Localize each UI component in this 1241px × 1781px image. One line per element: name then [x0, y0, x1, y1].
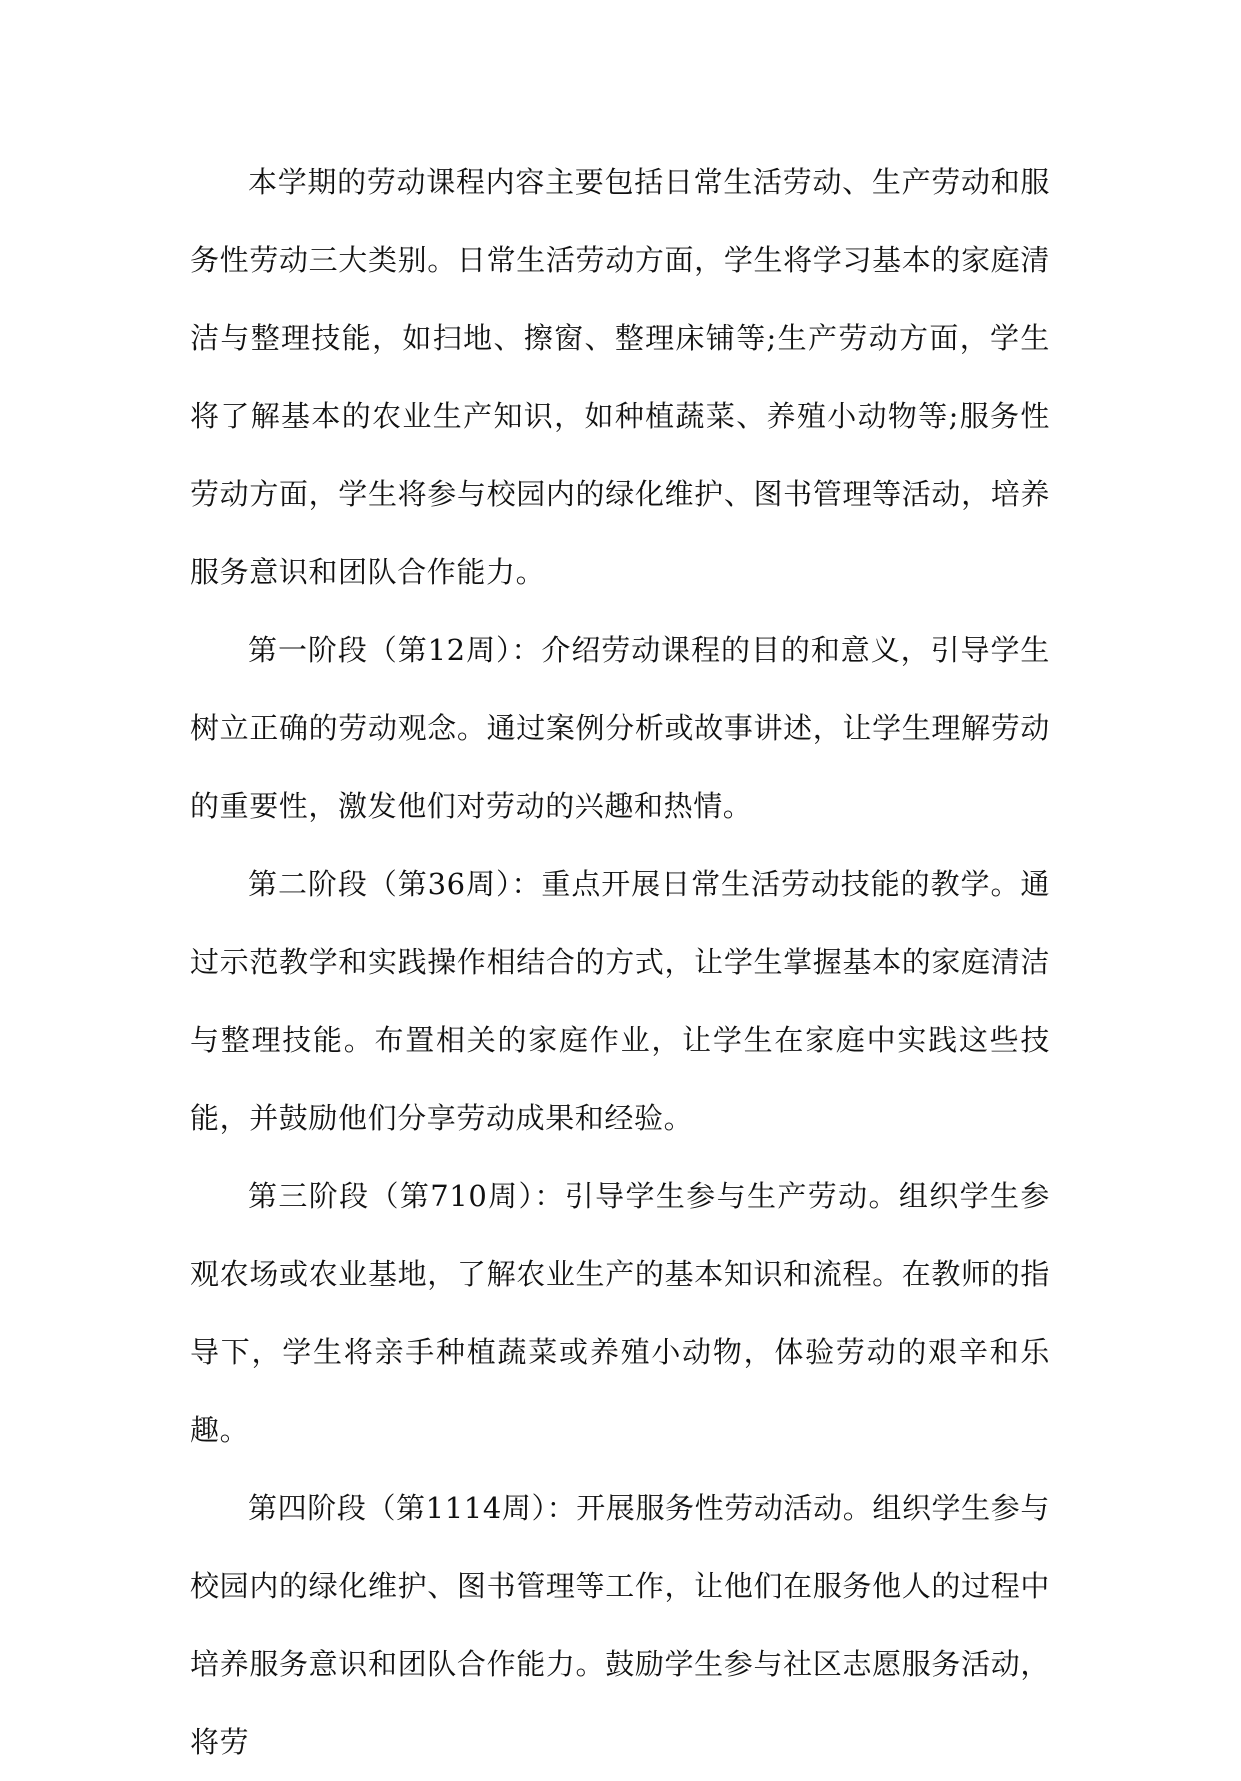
paragraph-stage-two: 第二阶段（第36周）：重点开展日常生活劳动技能的教学。通过示范教学和实践操作相结合的方式，让学生掌握基本的家庭清洁与整理技能。布置相关的家庭作业，让学生在家庭中实践这些技能，并鼓励他们分享劳动成果和经验。 [190, 867, 1050, 1135]
paragraph-stage-one: 第一阶段（第12周）：介绍劳动课程的目的和意义，引导学生树立正确的劳动观念。通过案例分析或故事讲述，让学生理解劳动的重要性，激发他们对劳动的兴趣和热情。 [190, 633, 1050, 823]
paragraph-stage-four: 第四阶段（第1114周）：开展服务性劳动活动。组织学生参与校园内的绿化维护、图书管理等工作，让他们在服务他人的过程中培养服务意识和团队合作能力。鼓励学生参与社区志愿服务活动，将劳 [190, 1491, 1050, 1759]
paragraph-course-content: 本学期的劳动课程内容主要包括日常生活劳动、生产劳动和服务性劳动三大类别。日常生活劳动方面，学生将学习基本的家庭清洁与整理技能，如扫地、擦窗、整理床铺等;生产劳动方面，学生将了解基本的农业生产知识，如种植蔬菜、养殖小动物等;服务性劳动方面，学生将参与校园内的绿化维护、图书管理等活动，培养服务意识和团队合作能力。 [190, 165, 1050, 589]
paragraph-stage-three: 第三阶段（第710周）：引导学生参与生产劳动。组织学生参观农场或农业基地，了解农业生产的基本知识和流程。在教师的指导下，学生将亲手种植蔬菜或养殖小动物，体验劳动的艰辛和乐趣。 [190, 1179, 1050, 1447]
document-body [190, 143, 1050, 1781]
